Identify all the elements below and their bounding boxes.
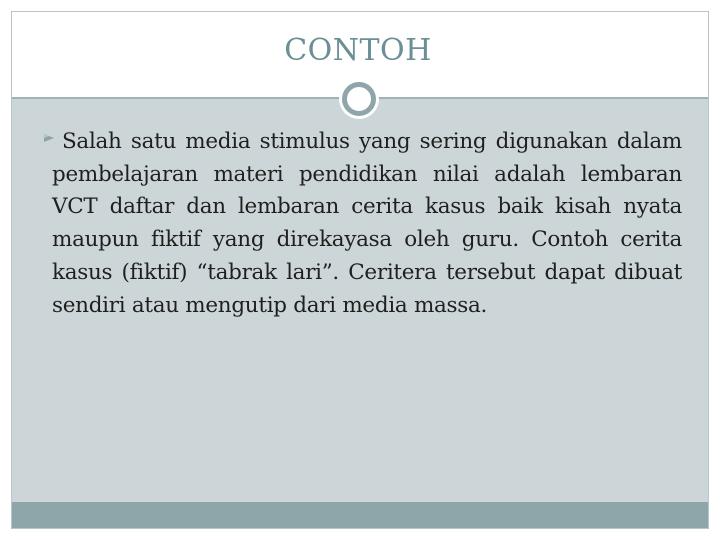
slide-title: CONTOH [284,33,432,68]
circle-ornament-icon [339,79,379,119]
footer-bar [12,502,708,528]
body-paragraph: Salah satu media stimulus yang sering digunakan dalam pembelajaran materi pendidikan nilai adalah lembaran VCT daftar dan lembaran cerita kasus baik kisah nyata maupun fiktif yang direkayasa oleh guru. Contoh cerita kasus (fiktif) “tabrak lari”. Ceritera tersebut dapat dibuat sendiri atau mengutip dari media massa. [52,129,682,318]
